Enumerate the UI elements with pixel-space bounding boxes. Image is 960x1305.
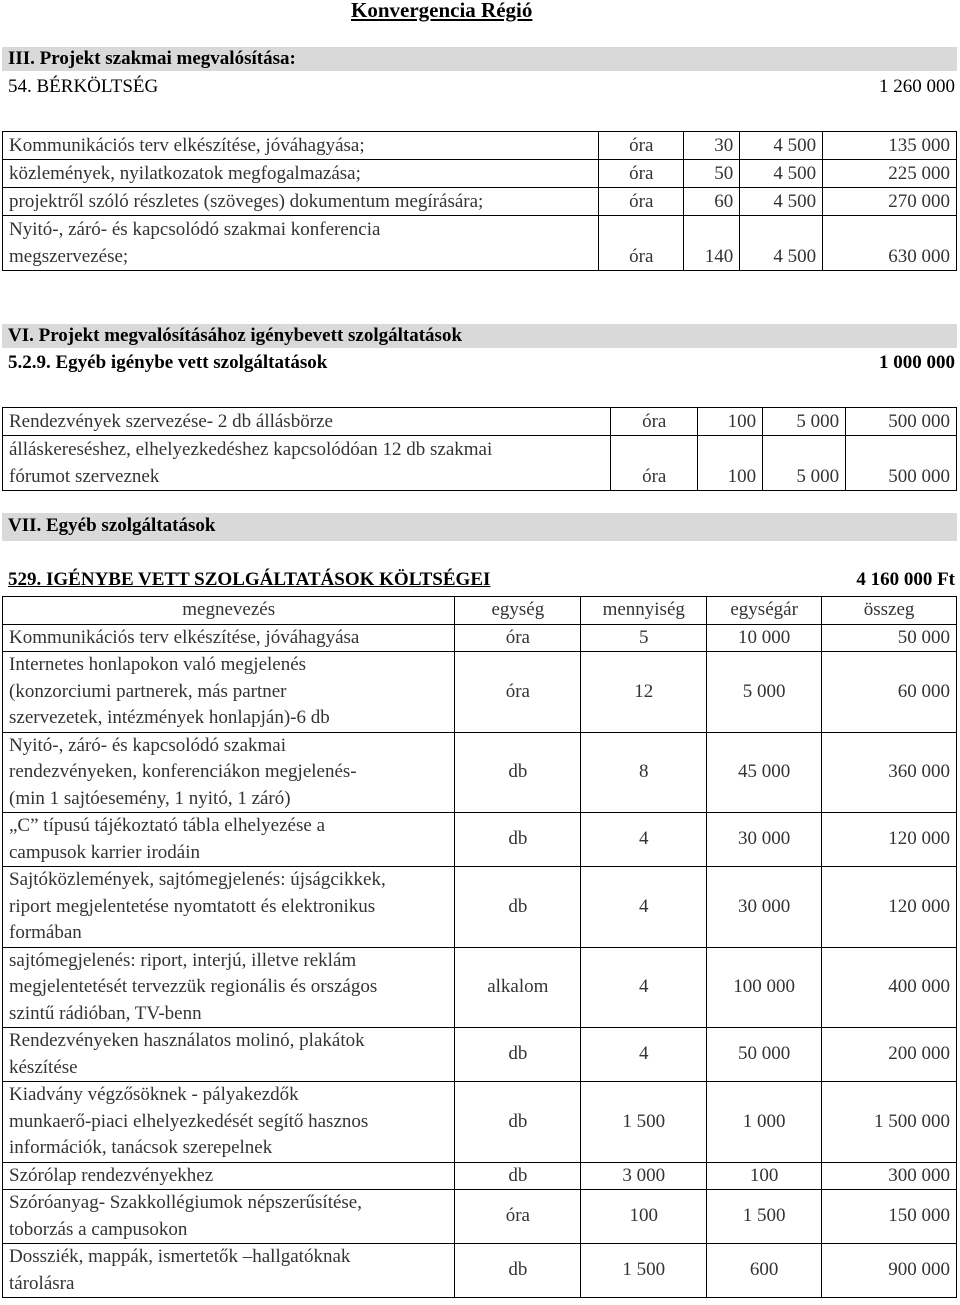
row-description <box>3 652 455 733</box>
description-line: Kommunikációs terv elkészítése, jóváhagyása <box>9 626 360 648</box>
row-description <box>3 624 455 652</box>
quantity-cell: 100 <box>698 408 763 436</box>
description-line: riport megjelentetése nyomtatott és elektronikus <box>9 895 376 917</box>
unit-price-cell: 45 000 <box>707 732 822 813</box>
quantity-cell: 50 <box>684 160 740 188</box>
description-line: „C” típusú tájékoztató tábla elhelyezése a <box>9 815 325 836</box>
unit-price-cell: 50 000 <box>707 1028 822 1082</box>
description-line: megszervezése; <box>9 246 129 267</box>
unit-cell: óra <box>611 408 698 436</box>
description-line: Szóróanyag- Szakkollégiumok népszerűsítése, <box>9 1192 362 1213</box>
table-row <box>3 160 957 188</box>
row-description <box>3 947 455 1028</box>
quantity-cell: 1 500 <box>581 1244 707 1298</box>
row-description <box>3 1082 455 1163</box>
wage-cost-table <box>2 131 957 271</box>
quantity-cell: 140 <box>684 216 740 271</box>
row-description <box>3 867 455 948</box>
quantity-cell: 30 <box>684 132 740 160</box>
unit-price-cell: 5 000 <box>707 652 822 733</box>
description-line: campusok karrier irodáin <box>9 841 200 863</box>
quantity-cell: 4 <box>581 813 707 867</box>
table-row <box>3 732 957 813</box>
row-description <box>3 1028 455 1082</box>
unit-cell: óra <box>599 216 684 271</box>
total-cell: 225 000 <box>823 160 957 188</box>
description-line: fórumot szerveznek <box>9 466 160 487</box>
unit-cell: db <box>455 1244 581 1298</box>
total-cell: 120 000 <box>822 867 957 948</box>
table-row <box>3 1162 957 1190</box>
table-row <box>3 813 957 867</box>
unit-cell: alkalom <box>455 947 581 1028</box>
description-line: álláskereséshez, elhelyezkedéshez kapcsolódóan 12 db szakmai <box>9 439 493 460</box>
total-cell: 900 000 <box>822 1244 957 1298</box>
row-description <box>3 813 455 867</box>
services-table <box>2 407 957 491</box>
table-row <box>3 624 957 652</box>
line-item-total: 1 260 000 <box>879 76 955 97</box>
line-item-label: 54. BÉRKÖLTSÉG <box>8 76 159 97</box>
description-line: (min 1 sajtóesemény, 1 nyitó, 1 záró) <box>9 787 291 809</box>
row-description <box>3 132 599 160</box>
row-description <box>3 732 455 813</box>
table-row <box>3 652 957 733</box>
unit-price-cell: 4 500 <box>740 188 823 216</box>
unit-cell: db <box>455 1028 581 1082</box>
column-header: megnevezés <box>3 597 455 625</box>
table-row <box>3 1082 957 1163</box>
description-line: Rendezvényeken használatos molinó, plakátok <box>9 1030 365 1051</box>
service-costs-table <box>2 596 957 1298</box>
quantity-cell: 8 <box>581 732 707 813</box>
unit-price-cell: 10 000 <box>707 624 822 652</box>
column-header: összeg <box>822 597 957 625</box>
total-cell: 1 500 000 <box>822 1082 957 1163</box>
description-line: Internetes honlapokon való megjelenés <box>9 654 307 675</box>
unit-cell: óra <box>455 652 581 733</box>
unit-cell: db <box>455 732 581 813</box>
table-header-row <box>3 597 957 625</box>
unit-price-cell: 600 <box>707 1244 822 1298</box>
unit-cell: óra <box>455 624 581 652</box>
unit-cell: óra <box>455 1190 581 1244</box>
description-line: Nyitó-, záró- és kapcsolódó szakmai <box>9 734 286 756</box>
total-cell: 135 000 <box>823 132 957 160</box>
table-row <box>3 1244 957 1298</box>
row-description <box>3 408 611 436</box>
region-header: Konvergencia Régió <box>351 0 533 22</box>
description-line: munkaerő-piaci elhelyezkedését segítő hasznos <box>9 1110 369 1132</box>
description-line: sajtómegjelenés: riport, interjú, illetve reklám <box>9 949 357 971</box>
row-description <box>3 188 599 216</box>
total-cell: 360 000 <box>822 732 957 813</box>
row-description <box>3 1244 455 1298</box>
unit-cell: óra <box>599 188 684 216</box>
unit-price-cell: 5 000 <box>763 408 846 436</box>
section-title: VII. Egyéb szolgáltatások <box>8 515 216 536</box>
quantity-cell: 3 000 <box>581 1162 707 1190</box>
description-line: Kiadvány végzősöknek - pályakezdők <box>9 1084 299 1105</box>
column-header: egységár <box>707 597 822 625</box>
unit-price-cell: 30 000 <box>707 867 822 948</box>
description-line: toborzás a campusokon <box>9 1218 188 1240</box>
row-description <box>3 160 599 188</box>
table-row <box>3 1190 957 1244</box>
row-description <box>3 436 611 491</box>
unit-price-cell: 1 000 <box>707 1082 822 1163</box>
table-row <box>3 408 957 436</box>
unit-price-cell: 4 500 <box>740 216 823 271</box>
unit-cell: db <box>455 1082 581 1163</box>
description-line: Dossziék, mappák, ismertetők –hallgatóknak <box>9 1246 351 1267</box>
unit-price-cell: 5 000 <box>763 436 846 491</box>
table-row <box>3 188 957 216</box>
description-line: (konzorciumi partnerek, más partner <box>9 680 287 702</box>
total-cell: 500 000 <box>846 408 957 436</box>
unit-cell: óra <box>599 132 684 160</box>
table-row <box>3 947 957 1028</box>
unit-price-cell: 100 <box>707 1162 822 1190</box>
unit-cell: db <box>455 867 581 948</box>
description-line: szervezetek, intézmények honlapján)-6 db <box>9 707 330 728</box>
row-description <box>3 216 599 271</box>
line-item-total: 1 000 000 <box>879 352 955 373</box>
description-line: közlemények, nyilatkozatok megfogalmazása; <box>9 163 361 184</box>
unit-price-cell: 4 500 <box>740 132 823 160</box>
unit-cell: óra <box>611 436 698 491</box>
unit-price-cell: 4 500 <box>740 160 823 188</box>
table-row <box>3 1028 957 1082</box>
total-cell: 120 000 <box>822 813 957 867</box>
description-line: megjelentetését tervezzük regionális és országos <box>9 976 378 997</box>
description-line: készítése <box>9 1056 78 1078</box>
line-item-label: 5.2.9. Egyéb igénybe vett szolgáltatások <box>8 352 328 373</box>
description-line: információk, tanácsok szerepelnek <box>9 1137 273 1158</box>
unit-price-cell: 1 500 <box>707 1190 822 1244</box>
description-line: rendezvényeken, konferenciákon megjelenés- <box>9 761 357 782</box>
quantity-cell: 4 <box>581 867 707 948</box>
description-line: projektről szóló részletes (szöveges) dokumentum megírására; <box>9 191 484 212</box>
unit-cell: db <box>455 1162 581 1190</box>
table-row <box>3 216 957 271</box>
quantity-cell: 12 <box>581 652 707 733</box>
total-cell: 300 000 <box>822 1162 957 1190</box>
column-header: mennyiség <box>581 597 707 625</box>
unit-price-cell: 100 000 <box>707 947 822 1028</box>
quantity-cell: 60 <box>684 188 740 216</box>
quantity-cell: 100 <box>698 436 763 491</box>
row-description <box>3 1190 455 1244</box>
table-row <box>3 436 957 491</box>
description-line: Nyitó-, záró- és kapcsolódó szakmai konferencia <box>9 219 381 240</box>
quantity-cell: 1 500 <box>581 1082 707 1163</box>
unit-cell: óra <box>599 160 684 188</box>
table-row <box>3 867 957 948</box>
quantity-cell: 4 <box>581 947 707 1028</box>
quantity-cell: 100 <box>581 1190 707 1244</box>
total-cell: 60 000 <box>822 652 957 733</box>
section-title: VI. Projekt megvalósításához igénybevett szolgáltatások <box>8 325 463 346</box>
total-cell: 500 000 <box>846 436 957 491</box>
unit-price-cell: 30 000 <box>707 813 822 867</box>
description-line: tárolásra <box>9 1272 75 1294</box>
row-description <box>3 1162 455 1190</box>
description-line: szintű rádióban, TV-benn <box>9 1002 202 1024</box>
total-cell: 400 000 <box>822 947 957 1028</box>
table-row <box>3 132 957 160</box>
description-line: Sajtóközlemények, sajtómegjelenés: újságcikkek, <box>9 869 386 890</box>
total-cell: 270 000 <box>823 188 957 216</box>
description-line: Szórólap rendezvényekhez <box>9 1164 214 1186</box>
quantity-cell: 4 <box>581 1028 707 1082</box>
total-cell: 200 000 <box>822 1028 957 1082</box>
description-line: Kommunikációs terv elkészítése, jóváhagyása; <box>9 135 365 156</box>
line-item-total: 4 160 000 Ft <box>856 569 955 590</box>
column-header: egység <box>455 597 581 625</box>
total-cell: 50 000 <box>822 624 957 652</box>
description-line: Rendezvények szervezése- 2 db állásbörze <box>9 411 333 432</box>
description-line: formában <box>9 922 82 943</box>
total-cell: 150 000 <box>822 1190 957 1244</box>
unit-cell: db <box>455 813 581 867</box>
total-cell: 630 000 <box>823 216 957 271</box>
quantity-cell: 5 <box>581 624 707 652</box>
line-item-label: 529. IGÉNYBE VETT SZOLGÁLTATÁSOK KÖLTSÉGEI <box>8 569 491 590</box>
section-title: III. Projekt szakmai megvalósítása: <box>8 48 296 69</box>
